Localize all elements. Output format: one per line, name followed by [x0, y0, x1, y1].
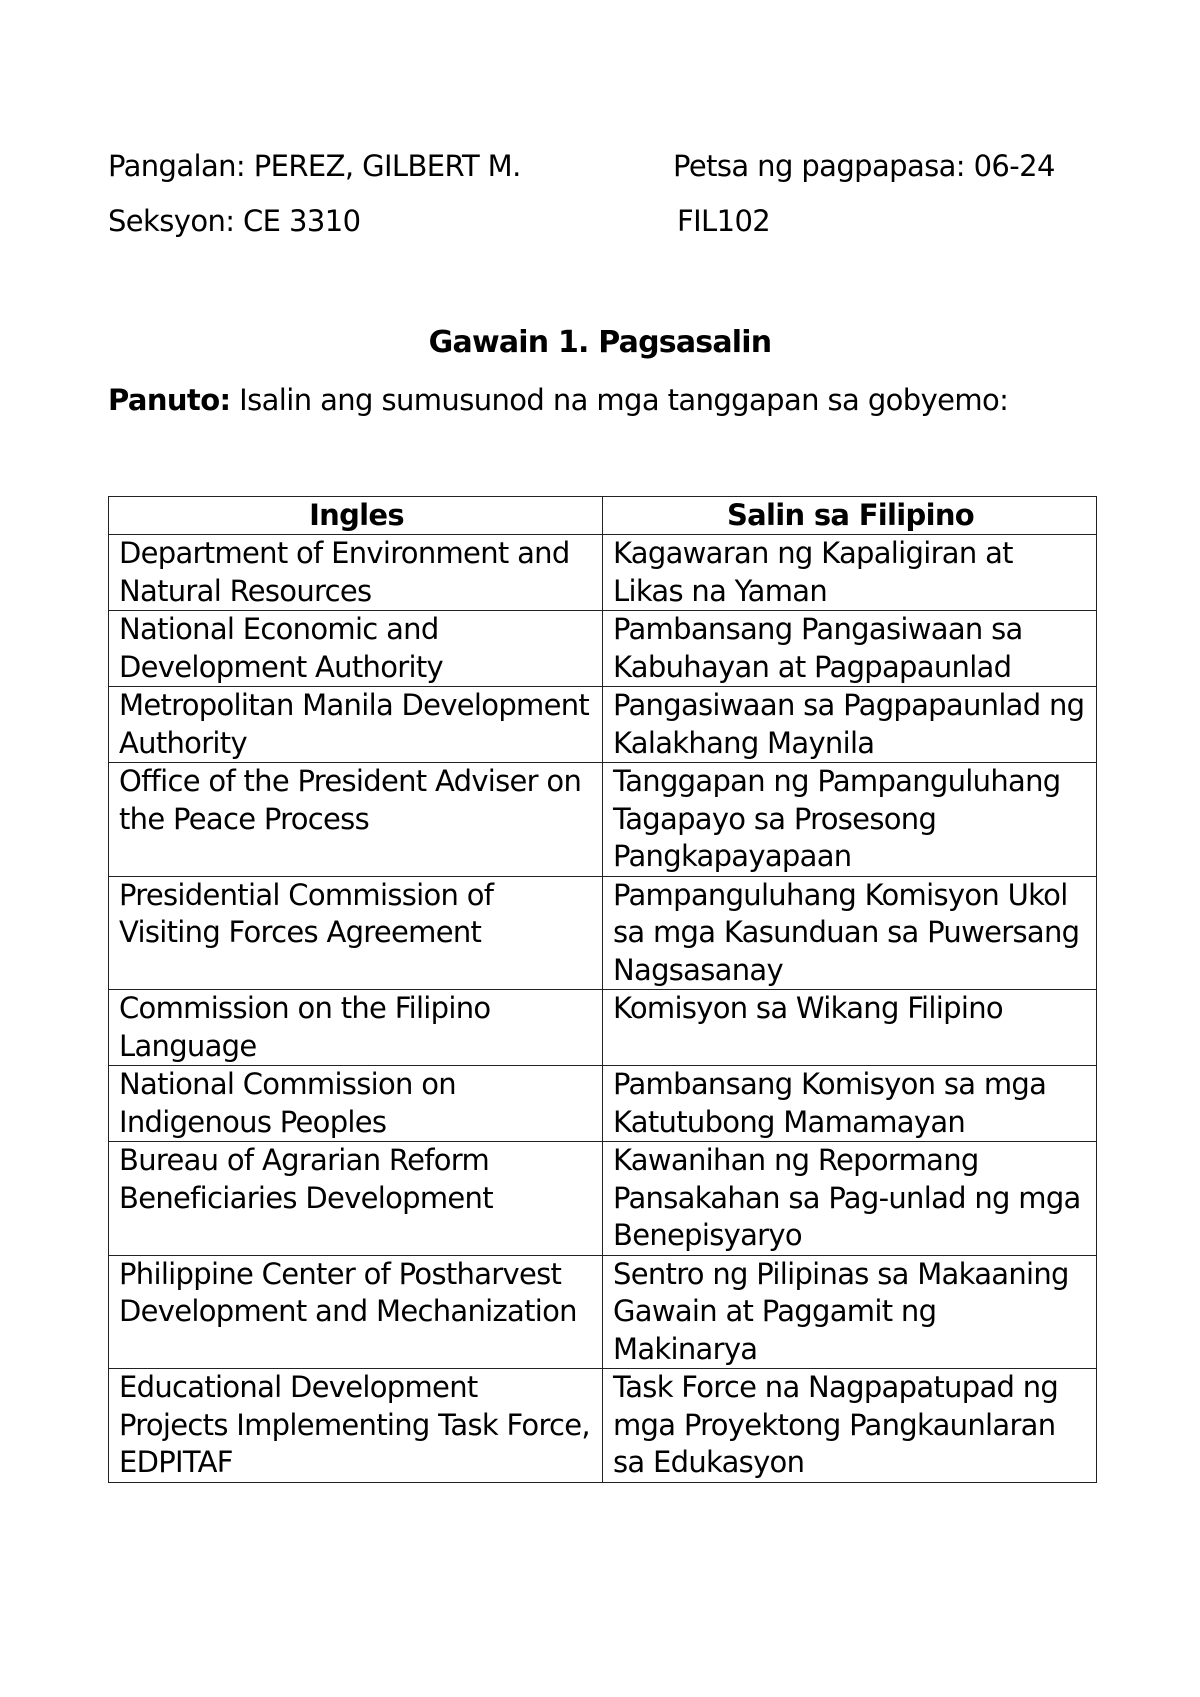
table-row [109, 990, 1097, 1066]
english-cell: Bureau of Agrarian Reform Beneficiaries Development [109, 1142, 603, 1256]
filipino-cell: Komisyon sa Wikang Filipino [603, 990, 1097, 1066]
course-code: FIL102 [677, 204, 771, 238]
filipino-cell: Kagawaran ng Kapaligiran at Likas na Yaman [603, 535, 1097, 611]
table-row [109, 1142, 1097, 1256]
english-cell: Department of Environment and Natural Resources [109, 535, 603, 611]
submission-date: Petsa ng pagpapasa: 06-24 [673, 149, 1055, 183]
english-cell: National Commission on Indigenous Peoples [109, 1066, 603, 1142]
table-row [109, 1369, 1097, 1483]
instruction [108, 383, 1009, 417]
instruction-label: Panuto: [108, 383, 231, 417]
header-filipino: Salin sa Filipino [603, 497, 1097, 535]
header-english: Ingles [109, 497, 603, 535]
filipino-cell: Task Force na Nagpapatupad ng mga Proyektong Pangkaunlaran sa Edukasyon [603, 1369, 1097, 1483]
table-row [109, 1066, 1097, 1142]
filipino-cell: Pampanguluhang Komisyon Ukol sa mga Kasunduan sa Puwersang Nagsasanay [603, 876, 1097, 990]
student-name: Pangalan: PEREZ, GILBERT M. [108, 149, 521, 183]
table-header-row [109, 497, 1097, 535]
filipino-cell: Tanggapan ng Pampanguluhang Tagapayo sa Prosesong Pangkapayapaan [603, 763, 1097, 877]
english-cell: Educational Development Projects Implementing Task Force, EDPITAF [109, 1369, 603, 1483]
table-row [109, 535, 1097, 611]
filipino-cell: Pambansang Komisyon sa mga Katutubong Mamamayan [603, 1066, 1097, 1142]
table-row [109, 763, 1097, 877]
english-cell: Commission on the Filipino Language [109, 990, 603, 1066]
table-row [109, 687, 1097, 763]
english-cell: Metropolitan Manila Development Authority [109, 687, 603, 763]
table-row [109, 1255, 1097, 1369]
english-cell: Philippine Center of Postharvest Development and Mechanization [109, 1255, 603, 1369]
english-cell: Presidential Commission of Visiting Forces Agreement [109, 876, 603, 990]
english-cell: Office of the President Adviser on the Peace Process [109, 763, 603, 877]
translation-table [108, 496, 1097, 1483]
section-code: Seksyon: CE 3310 [108, 204, 361, 238]
filipino-cell: Pambansang Pangasiwaan sa Kabuhayan at Pagpapaunlad [603, 611, 1097, 687]
activity-title: Gawain 1. Pagsasalin [428, 325, 772, 360]
filipino-cell: Pangasiwaan sa Pagpapaunlad ng Kalakhang Maynila [603, 687, 1097, 763]
table-row [109, 611, 1097, 687]
filipino-cell: Kawanihan ng Repormang Pansakahan sa Pag-unlad ng mga Benepisyaryo [603, 1142, 1097, 1256]
table-row [109, 876, 1097, 990]
english-cell: National Economic and Development Authority [109, 611, 603, 687]
filipino-cell: Sentro ng Pilipinas sa Makaaning Gawain at Paggamit ng Makinarya [603, 1255, 1097, 1369]
instruction-text: Isalin ang sumusunod na mga tanggapan sa gobyemo: [230, 383, 1009, 417]
